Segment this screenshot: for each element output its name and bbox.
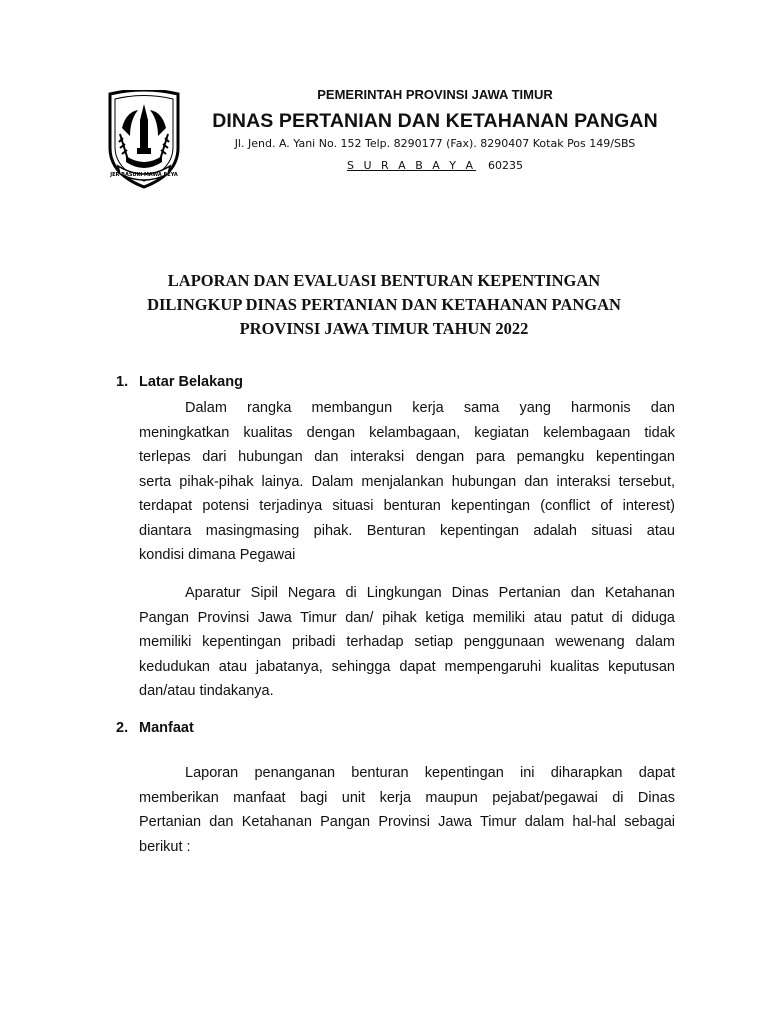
paragraph-line: terlepas dari hubungan dan interaksi dengan para pemangku kepentingan: [139, 449, 675, 465]
paragraph-line: memberikan manfaat bagi unit kerja maupun pejabat/pegawai di Dinas: [139, 789, 675, 806]
government-name: PEMERINTAH PROVINSI JAWA TIMUR: [317, 87, 553, 102]
svg-text:JER BASUKI MAWA BEYA: JER BASUKI MAWA BEYA: [110, 172, 178, 178]
letterhead: [0, 0, 768, 200]
paragraph-line: meningkatkan kualitas dengan kelambagaan, kegiatan kelembagaan tidak: [139, 424, 675, 441]
paragraph-line: serta pihak-pihak lainya. Dalam menjalankan hubungan dan interaksi tersebut,: [139, 473, 675, 490]
section-heading-manfaat: [116, 720, 194, 736]
paragraph-line: Pangan Provinsi Jawa Timur dan/ pihak ketiga memiliki atau patut di diduga: [139, 609, 675, 626]
paragraph-line: berikut :: [139, 838, 191, 855]
section-title: Latar Belakang: [139, 374, 243, 390]
paragraph-line: terdapat potensi terjadinya situasi benturan kepentingan (conflict of interest): [139, 498, 675, 514]
paragraph-line: Dalam rangka membangun kerja sama yang harmonis dan: [185, 400, 675, 416]
city-line: [190, 159, 680, 172]
paragraph-line: Aparatur Sipil Negara di Lingkungan Dinas Pertanian dan Ketahanan: [185, 585, 675, 601]
document-title: [0, 269, 768, 341]
paragraph-manfaat-1: [139, 761, 675, 859]
paragraph-line: kedudukan atau jabatanya, sehingga dapat mempengaruhi kualitas keputusan: [139, 658, 675, 675]
title-line: PROVINSI JAWA TIMUR TAHUN 2022: [239, 319, 529, 338]
city-name: S U R A B A Y A: [347, 159, 476, 172]
paragraph-line: memiliki kepentingan pribadi terhadap setiap penggunaan wewenang dalam: [139, 634, 675, 650]
section-number: 2.: [116, 720, 129, 736]
department-address: Jl. Jend. A. Yani No. 152 Telp. 8290177 (Fax). 8290407 Kotak Pos 149/SBS: [234, 137, 636, 150]
title-line: DILINGKUP DINAS PERTANIAN DAN KETAHANAN PANGAN: [147, 295, 621, 314]
paragraph-line: kondisi dimana Pegawai: [139, 547, 296, 563]
section-title: Manfaat: [139, 720, 194, 736]
department-name: DINAS PERTANIAN DAN KETAHANAN PANGAN: [212, 110, 658, 132]
east-java-coat-of-arms-logo: [104, 90, 184, 190]
paragraph-line: diantara masingmasing pihak. Benturan kepentingan adalah situasi atau: [139, 522, 675, 539]
paragraph-line: Laporan penanganan benturan kepentingan ini diharapkan dapat: [185, 765, 675, 781]
title-line: LAPORAN DAN EVALUASI BENTURAN KEPENTINGAN: [167, 271, 601, 290]
paragraph-line: dan/atau tindakanya.: [139, 683, 274, 699]
postal-code: 60235: [488, 159, 523, 172]
paragraph-latar-belakang-2: [139, 581, 675, 704]
section-heading-latar-belakang: [116, 374, 243, 390]
paragraph-line: Pertanian dan Ketahanan Pangan Provinsi Jawa Timur dalam hal-hal sebagai: [139, 814, 675, 830]
section-number: 1.: [116, 374, 129, 390]
paragraph-latar-belakang-1: [139, 396, 675, 568]
